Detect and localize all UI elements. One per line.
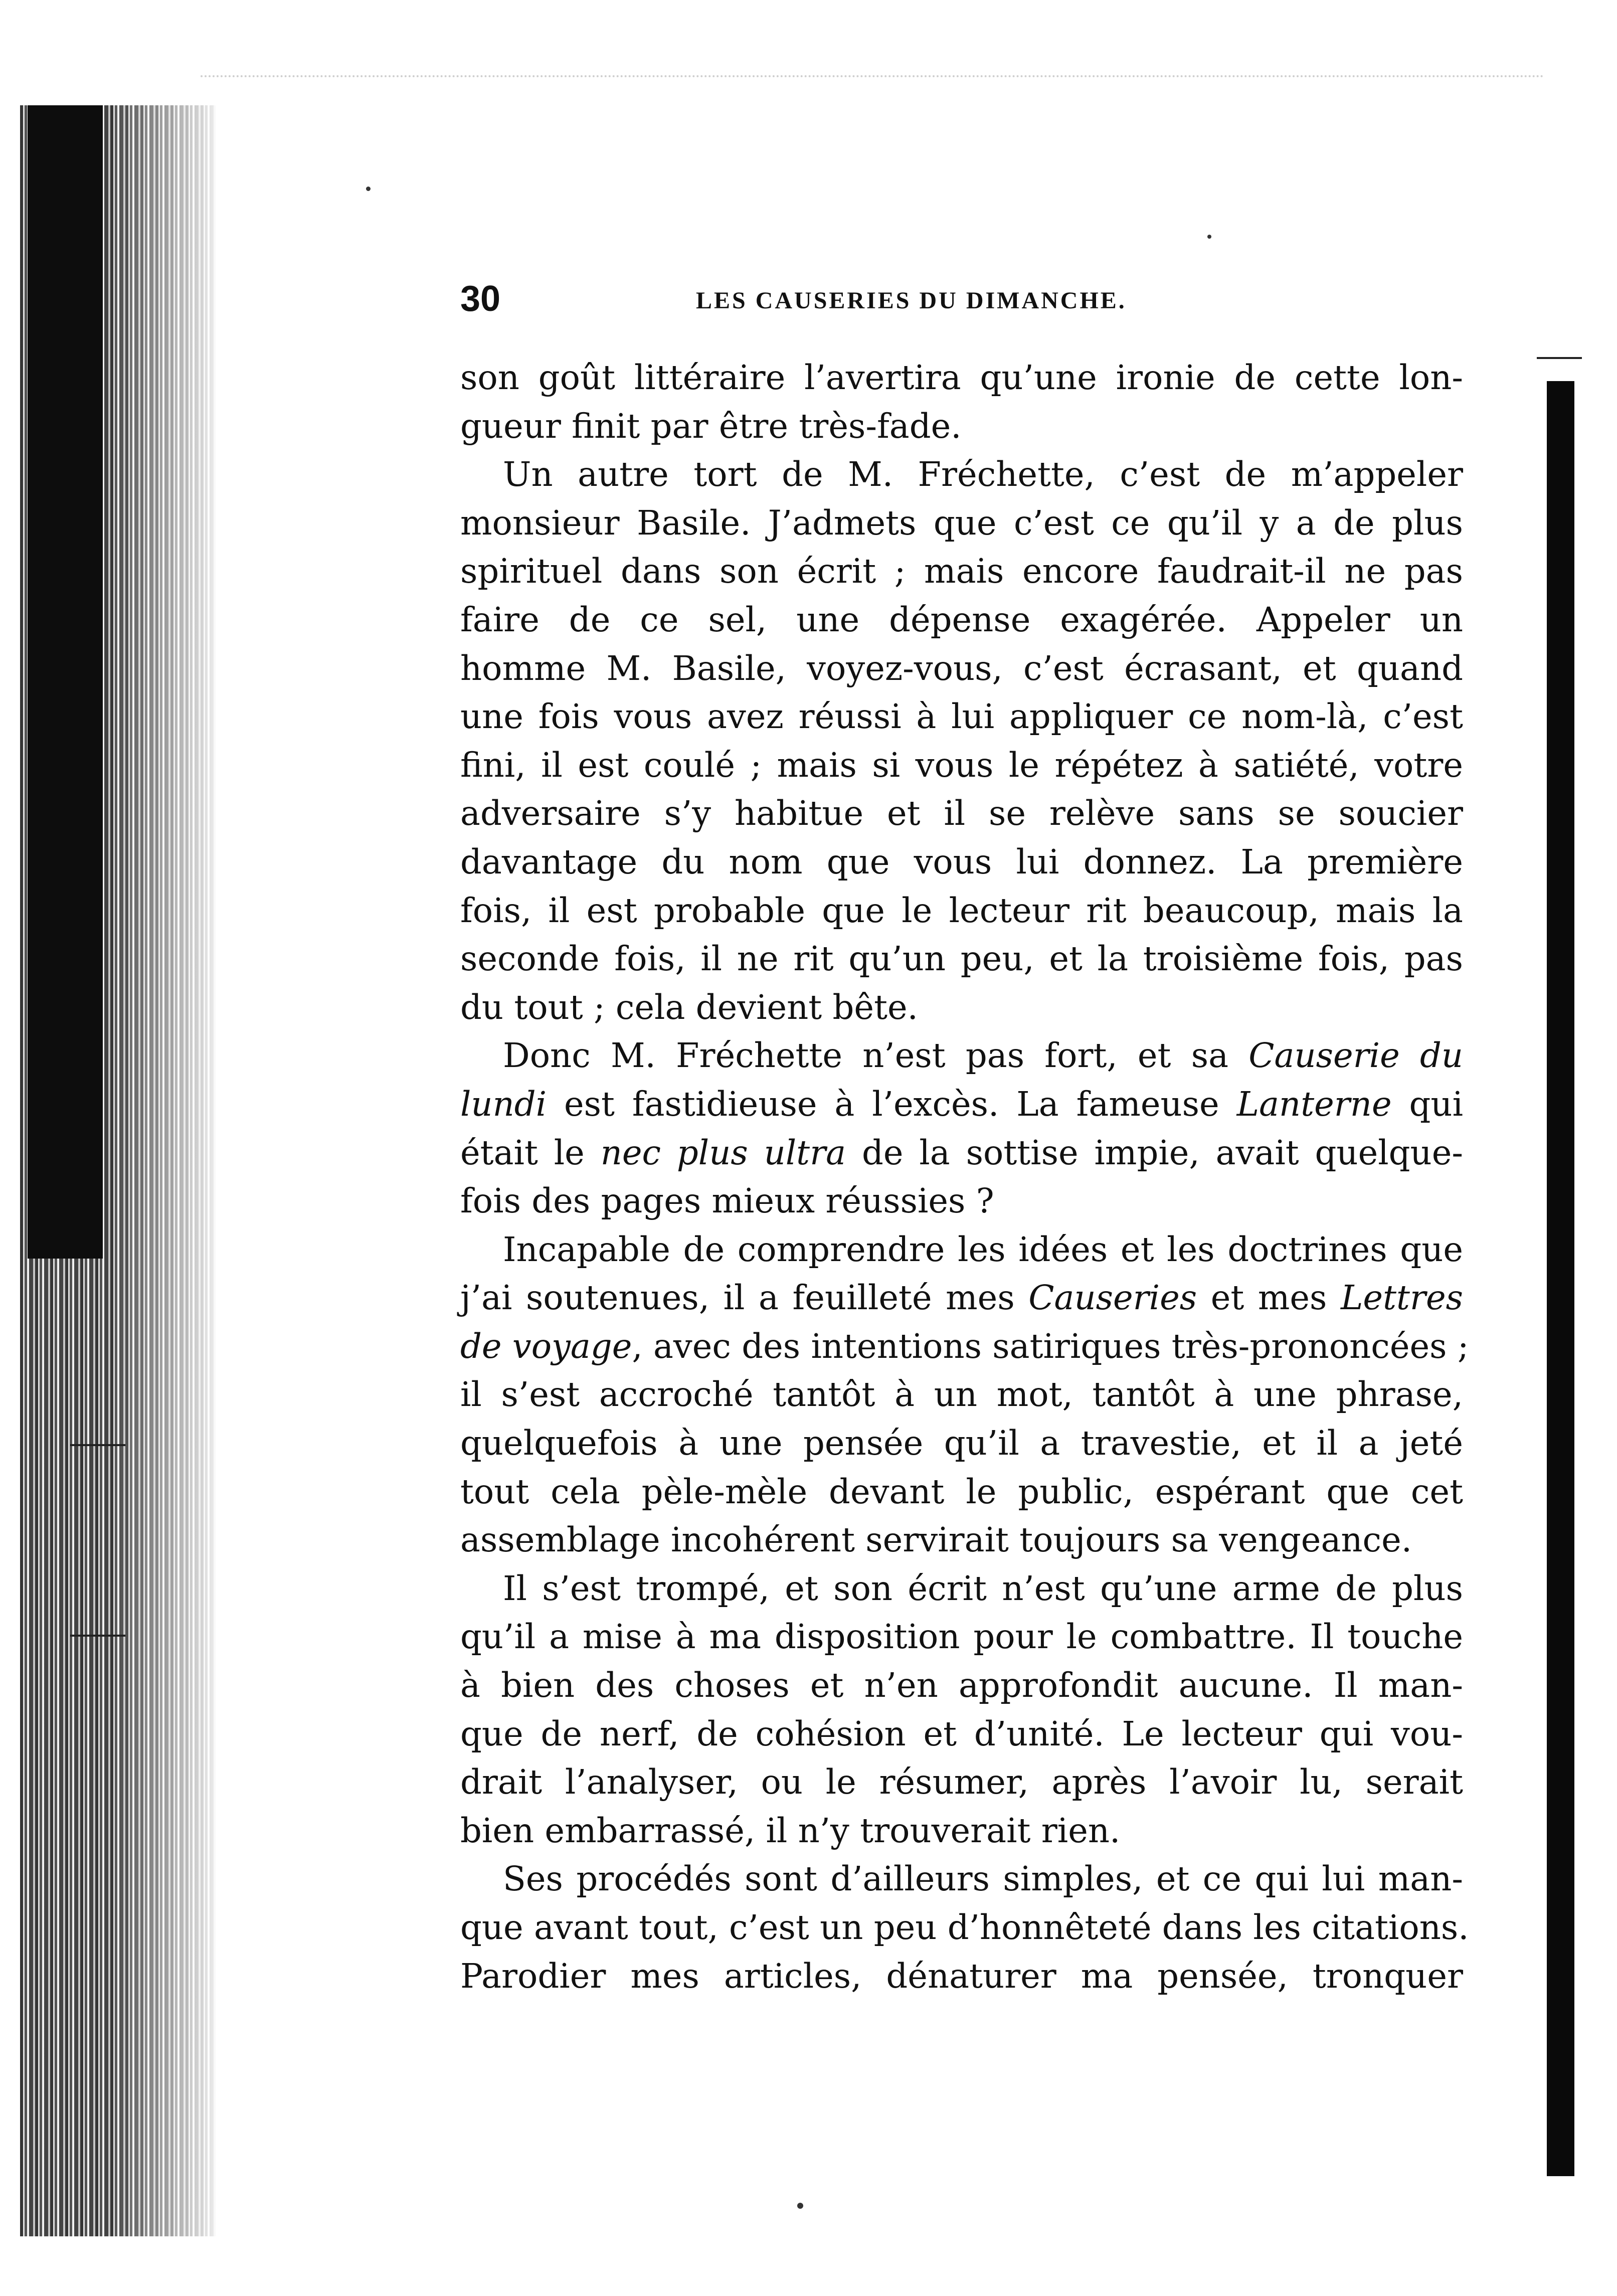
text-line: qu’il a mise à ma disposition pour le combattre. Il touche: [460, 1617, 1463, 1657]
speck: [1207, 235, 1211, 239]
body-text: [460, 354, 1469, 2000]
text-segment: Donc M. Fréchette n’est pas fort, et sa: [503, 1036, 1249, 1076]
binding-tick: [70, 1635, 125, 1637]
speck: [797, 2203, 803, 2209]
speck: [366, 187, 371, 191]
text-line: fini, il est coulé ; mais si vous le répétez à satiété, votre: [460, 745, 1463, 785]
italic-title: Lanterne: [1236, 1084, 1392, 1124]
text-line: assemblage incohérent servirait toujours sa vengeance.: [460, 1520, 1412, 1560]
text-line: [460, 1080, 1463, 1129]
text-line: Ses procédés sont d’ailleurs simples, et ce qui lui man-: [503, 1859, 1463, 1899]
text-line: son goût littéraire l’avertira qu’une ironie de cette lon-: [460, 358, 1463, 397]
text-line: tout cela pèle-mèle devant le public, espérant que cet: [460, 1472, 1463, 1511]
italic-title: Causeries: [1028, 1278, 1197, 1318]
running-header: [460, 275, 1488, 325]
text-line: spirituel dans son écrit ; mais encore faudrait-il ne pas: [460, 552, 1463, 591]
text-line: [460, 1031, 1463, 1080]
text-segment: , avec des intentions satiriques très-prononcées ;: [632, 1326, 1469, 1366]
binding-fade: [110, 105, 216, 2236]
text-line: [460, 1274, 1463, 1322]
text-line: quelquefois à une pensée qu’il a travestie, et il a jeté: [460, 1424, 1463, 1463]
text-segment: j’ai soutenues, il a feuilleté mes: [460, 1278, 1029, 1318]
right-edge-line: [1537, 357, 1582, 359]
text-segment: est fastidieuse à l’excès. La fameuse: [547, 1084, 1237, 1124]
text-line: Un autre tort de M. Fréchette, c’est de m’appeler: [503, 455, 1463, 494]
page-top-edge: [201, 75, 1544, 80]
text-line: faire de ce sel, une dépense exagérée. Appeler un: [460, 600, 1463, 639]
text-line: que avant tout, c’est un peu d’honnêteté dans les citations.: [460, 1908, 1469, 1947]
text-line: gueur finit par être très-fade.: [460, 406, 962, 446]
text-line: drait l’analyser, ou le résumer, après l’avoir lu, serait: [460, 1762, 1463, 1802]
text-line: bien embarrassé, il n’y trouverait rien.: [460, 1811, 1121, 1850]
text-line: monsieur Basile. J’admets que c’est ce qu’il y a de plus: [460, 503, 1463, 543]
text-line: seconde fois, il ne rit qu’un peu, et la troisième fois, pas: [460, 939, 1463, 979]
text-line: Parodier mes articles, dénaturer ma pensée, tronquer: [460, 1956, 1463, 1996]
italic-title: nec plus ultra: [600, 1133, 846, 1172]
text-line: à bien des choses et n’en approfondit aucune. Il man-: [460, 1666, 1463, 1705]
text-line: homme M. Basile, voyez-vous, c’est écrasant, et quand: [460, 648, 1463, 688]
text-line: [460, 1129, 1463, 1177]
text-segment: de la sottise impie, avait quelque-: [846, 1133, 1463, 1172]
italic-title: lundi: [460, 1084, 547, 1124]
text-line: [460, 1322, 1469, 1371]
italic-title: Causerie du: [1248, 1036, 1463, 1076]
binding-tick: [70, 1444, 125, 1446]
text-line: adversaire s’y habitue et il se relève sans se soucier: [460, 794, 1463, 833]
text-line: davantage du nom que vous lui donnez. La première: [460, 842, 1463, 881]
text-line: que de nerf, de cohésion et d’unité. Le lecteur qui vou-: [460, 1714, 1463, 1753]
page-number: 30: [460, 279, 501, 319]
italic-title: de voyage: [460, 1326, 632, 1366]
text-segment: et mes: [1197, 1278, 1341, 1318]
text-segment: était le: [460, 1133, 601, 1172]
text-line: fois, il est probable que le lecteur rit beaucoup, mais la: [460, 891, 1463, 930]
text-line: Il s’est trompé, et son écrit n’est qu’une arme de plus: [503, 1568, 1463, 1608]
text-line: du tout ; cela devient bête.: [460, 987, 918, 1027]
text-segment: qui: [1391, 1084, 1463, 1124]
right-edge-shadow: [1547, 381, 1574, 2176]
italic-title: Lettres: [1340, 1278, 1463, 1318]
text-line: fois des pages mieux réussies ?: [460, 1181, 994, 1221]
running-title: LES CAUSERIES DU DIMANCHE.: [696, 287, 1127, 314]
binding-shadow: [28, 105, 103, 1259]
text-line: une fois vous avez réussi à lui appliquer ce nom-là, c’est: [460, 697, 1463, 737]
text-line: il s’est accroché tantôt à un mot, tantôt à une phrase,: [460, 1375, 1463, 1415]
text-line: Incapable de comprendre les idées et les doctrines que: [503, 1229, 1463, 1269]
